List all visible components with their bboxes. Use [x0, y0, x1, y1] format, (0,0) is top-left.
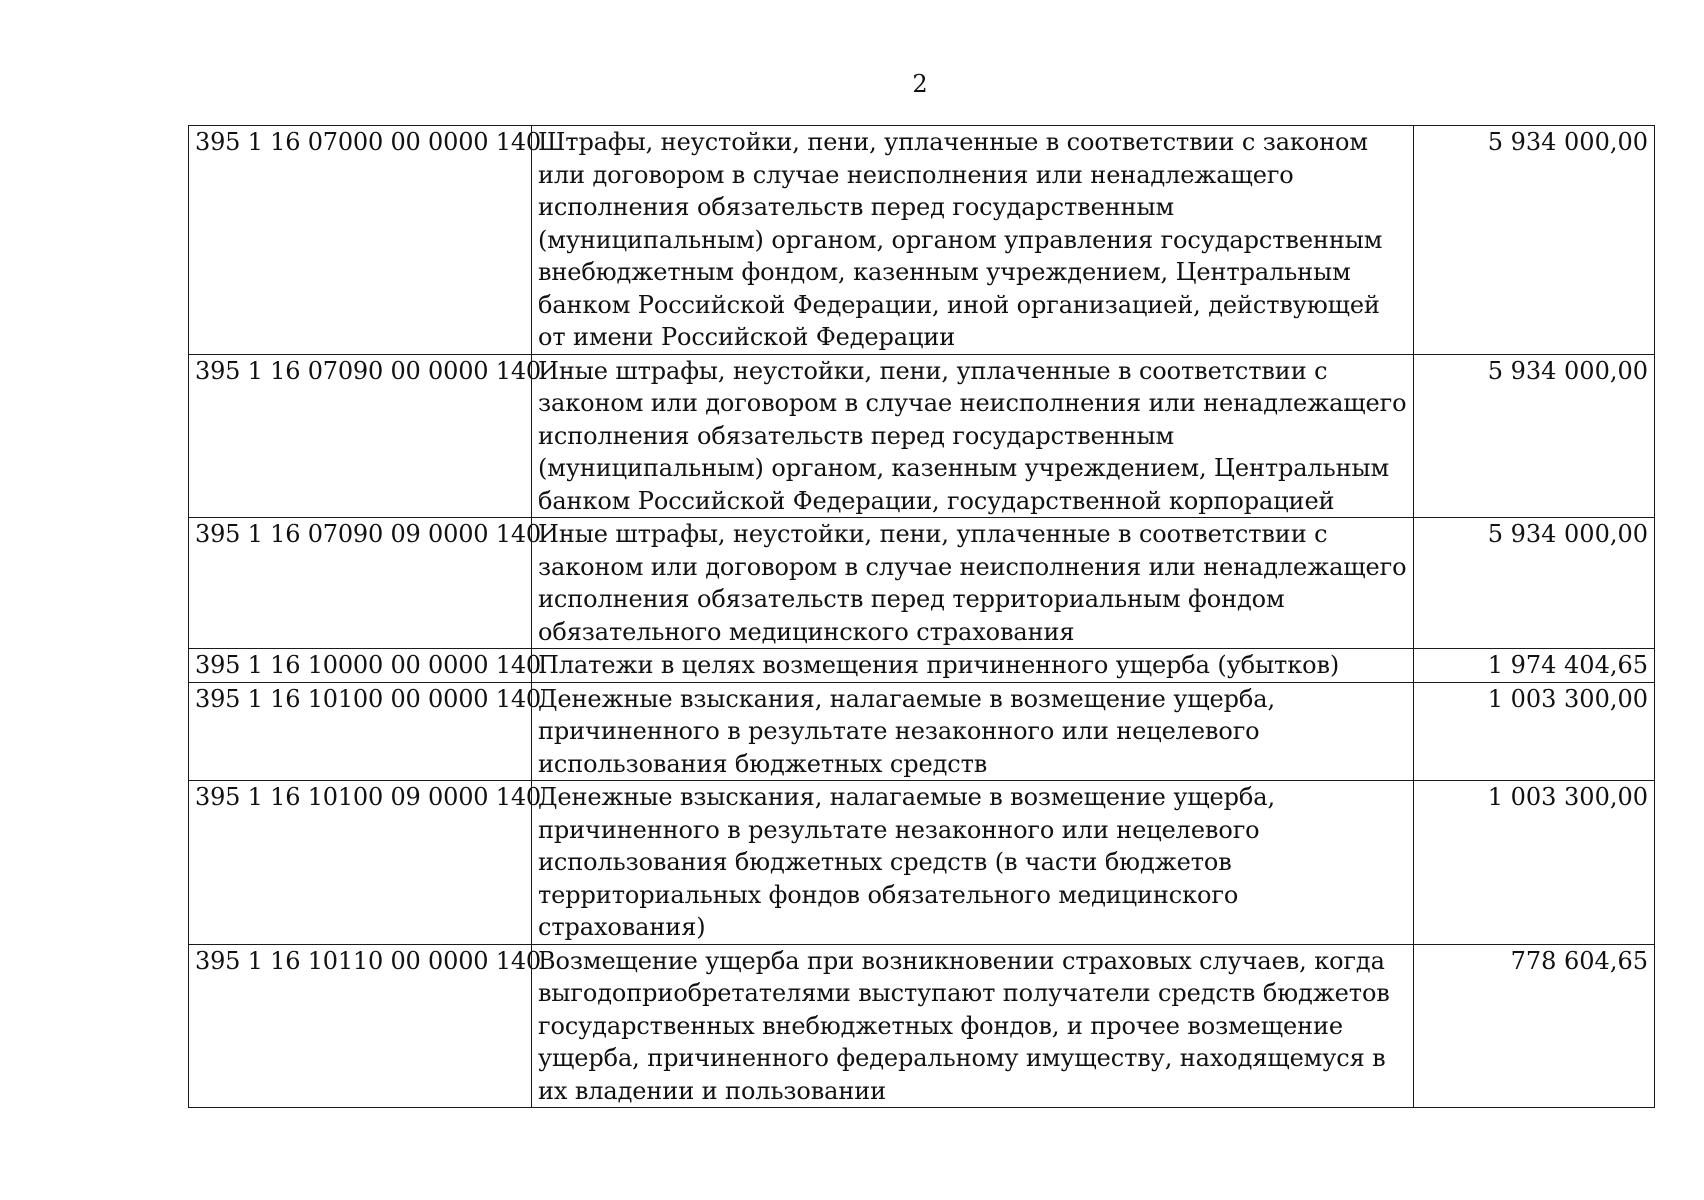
revenue-name-cell: Возмещение ущерба при возникновении страховых случаев, когда выгодоприобретателями выступают получатели средств бюджетов государственных внебюджетных фондов, и прочее возмещение ущерба, причиненного федеральному имуществу, находящемуся в их владении и пользовании — [532, 944, 1414, 1108]
amount-cell: 5 934 000,00 — [1414, 518, 1655, 649]
amount-cell: 778 604,65 — [1414, 944, 1655, 1108]
amount-cell: 1 974 404,65 — [1414, 649, 1655, 683]
amount-cell: 5 934 000,00 — [1414, 354, 1655, 518]
budget-code-cell: 395 1 16 10110 00 0000 140 — [189, 944, 532, 1108]
table-row — [189, 518, 1655, 649]
budget-code-cell: 395 1 16 10100 00 0000 140 — [189, 682, 532, 781]
table-row — [189, 682, 1655, 781]
amount-cell: 1 003 300,00 — [1414, 682, 1655, 781]
amount-cell: 1 003 300,00 — [1414, 781, 1655, 945]
table-row — [189, 126, 1655, 355]
table-row — [189, 944, 1655, 1108]
revenue-name-cell: Штрафы, неустойки, пени, уплаченные в соответствии с законом или договором в случае неисполнения или ненадлежащего исполнения обязательств перед государственным (муниципальным) органом, органом управления государственным внебюджетным фондом, казенным учреждением, Центральным банком Российской Федерации, иной организацией, действующей от имени Российской Федерации — [532, 126, 1414, 355]
revenue-name-cell: Иные штрафы, неустойки, пени, уплаченные в соответствии с законом или договором в случае неисполнения или ненадлежащего исполнения обязательств перед государственным (муниципальным) органом, казенным учреждением, Центральным банком Российской Федерации, государственной корпорацией — [532, 354, 1414, 518]
table-row — [189, 781, 1655, 945]
amount-cell: 5 934 000,00 — [1414, 126, 1655, 355]
revenue-name-cell: Иные штрафы, неустойки, пени, уплаченные в соответствии с законом или договором в случае неисполнения или ненадлежащего исполнения обязательств перед территориальным фондом обязательного медицинского страхования — [532, 518, 1414, 649]
budget-code-cell: 395 1 16 10100 09 0000 140 — [189, 781, 532, 945]
budget-code-cell: 395 1 16 07090 09 0000 140 — [189, 518, 532, 649]
table-row — [189, 354, 1655, 518]
table-row — [189, 649, 1655, 683]
revenue-name-cell: Денежные взыскания, налагаемые в возмещение ущерба, причиненного в результате незаконного или нецелевого использования бюджетных средств — [532, 682, 1414, 781]
revenue-name-cell: Платежи в целях возмещения причиненного ущерба (убытков) — [532, 649, 1414, 683]
budget-code-cell: 395 1 16 07000 00 0000 140 — [189, 126, 532, 355]
page-number: 2 — [912, 70, 928, 98]
budget-code-cell: 395 1 16 10000 00 0000 140 — [189, 649, 532, 683]
revenue-name-cell: Денежные взыскания, налагаемые в возмещение ущерба, причиненного в результате незаконного или нецелевого использования бюджетных средств (в части бюджетов территориальных фондов обязательного медицинского страхования) — [532, 781, 1414, 945]
revenue-table — [188, 125, 1655, 1108]
budget-code-cell: 395 1 16 07090 00 0000 140 — [189, 354, 532, 518]
